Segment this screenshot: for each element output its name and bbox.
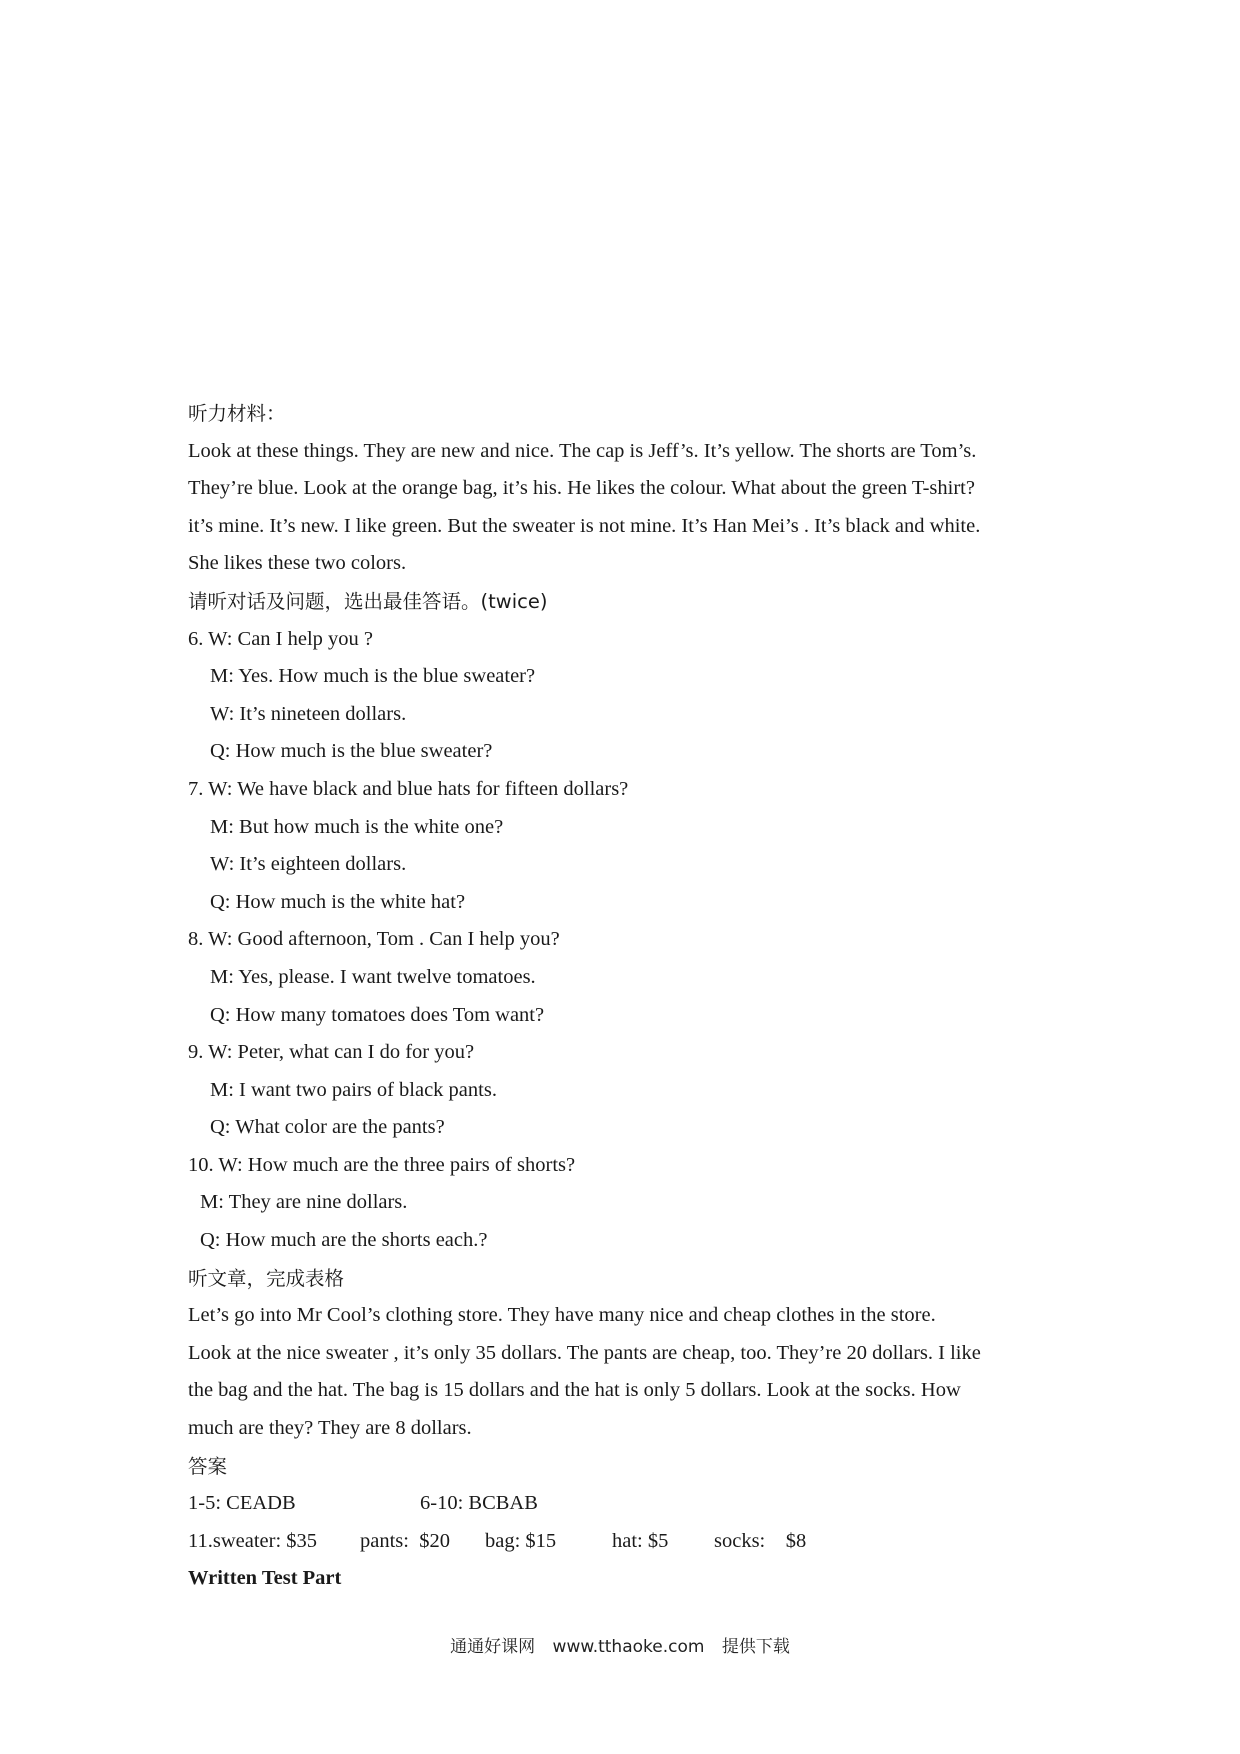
dialogue-first-line: 7. W: We have black and blue hats for fifteen dollars? (188, 777, 629, 800)
dialogue-line: W: It’s nineteen dollars. (210, 702, 407, 725)
passage-line: Look at the nice sweater , it’s only 35 dollars. The pants are cheap, too. They’re 20 dollars. I like (188, 1341, 981, 1364)
dialogue-line: M: Yes. How much is the blue sweater? (210, 665, 536, 688)
dialogue-question: Q: What color are the pants? (210, 1116, 445, 1139)
dialogue-item (188, 771, 1068, 921)
dialogue-question: Q: How much is the white hat? (210, 890, 466, 913)
dialogue-item (188, 621, 1068, 771)
answer-socks: socks: $8 (714, 1529, 807, 1552)
dialogue-item (188, 1034, 1068, 1147)
footer-tagline: 提供下载 (721, 1637, 790, 1657)
dialogue-line: W: It’s eighteen dollars. (210, 853, 407, 876)
passage-line: Let’s go into Mr Cool’s clothing store. They have many nice and cheap clothes in the store. (188, 1304, 936, 1327)
answer-pants: pants: $20 (360, 1529, 450, 1552)
dialogue-question: Q: How many tomatoes does Tom want? (210, 1003, 545, 1026)
dialogue-first-line: 8. W: Good afternoon, Tom . Can I help you? (188, 928, 560, 951)
dialogue-list (188, 621, 1068, 1260)
dialogue-question: Q: How much is the blue sweater? (210, 740, 493, 763)
footer-url: www.tthaoke.com (552, 1637, 705, 1657)
passage-line: much are they? They are 8 dollars. (188, 1417, 472, 1440)
dialogue-line: M: They are nine dollars. (200, 1191, 408, 1214)
dialogue-question: Q: How much are the shorts each.? (200, 1229, 488, 1252)
dialogue-line: M: I want two pairs of black pants. (210, 1078, 497, 1101)
answer-heading: 答案 (188, 1454, 228, 1478)
written-test-heading: Written Test Part (188, 1567, 342, 1590)
dialogue-item (188, 921, 1068, 1034)
instruction-dialogues: 请听对话及问题，选出最佳答语。(twice) (188, 589, 548, 613)
dialogue-first-line: 10. W: How much are the three pairs of shorts? (188, 1153, 576, 1176)
answers-1-5: 1-5: CEADB (188, 1492, 296, 1515)
answer-row-choices (188, 1485, 1068, 1523)
page-footer (0, 1632, 1240, 1657)
dialogue-item (188, 1147, 1068, 1260)
passage-one (188, 433, 1068, 583)
instruction-table: 听文章，完成表格 (188, 1266, 345, 1290)
answer-bag: bag: $15 (485, 1529, 557, 1552)
answer-sweater: 11.sweater: $35 (188, 1529, 318, 1552)
answers-6-10: 6-10: BCBAB (420, 1492, 538, 1515)
answer-hat: hat: $5 (612, 1529, 669, 1552)
passage-line: She likes these two colors. (188, 552, 407, 575)
passage-line: it’s mine. It’s new. I like green. But the sweater is not mine. It’s Han Mei’s . It’s black and white. (188, 514, 981, 537)
passage-two (188, 1297, 1068, 1447)
document-body (188, 395, 1068, 1598)
passage-line: the bag and the hat. The bag is 15 dollars and the hat is only 5 dollars. Look at the socks. How (188, 1379, 961, 1402)
dialogue-line: M: But how much is the white one? (210, 815, 504, 838)
section-heading-listening: 听力材料： (188, 402, 286, 425)
passage-line: Look at these things. They are new and nice. The cap is Jeff’s. It’s yellow. The shorts are Tom’s. (188, 439, 977, 462)
dialogue-first-line: 9. W: Peter, what can I do for you? (188, 1041, 475, 1064)
answer-row-table (188, 1523, 1068, 1561)
footer-site-name: 通通好课网 (450, 1637, 536, 1657)
passage-line: They’re blue. Look at the orange bag, it’s his. He likes the colour. What about the green T-shirt? (188, 477, 975, 500)
dialogue-line: M: Yes, please. I want twelve tomatoes. (210, 965, 536, 988)
dialogue-first-line: 6. W: Can I help you ? (188, 627, 374, 650)
